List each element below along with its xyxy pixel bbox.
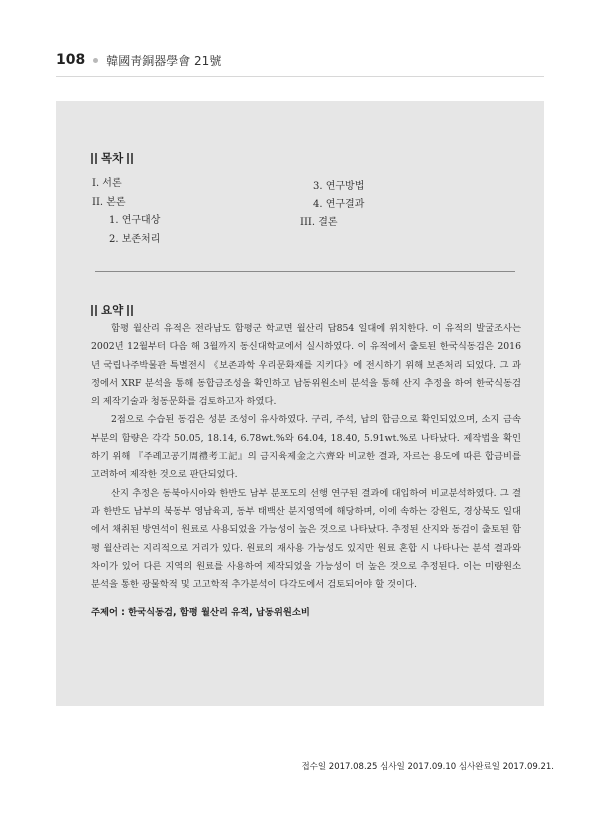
toc-item: 2. 보존처리 [109,234,161,245]
abstract-paragraph: 함평 월산리 유적은 전라남도 함평군 학교면 월산리 답854 일대에 위치한다. 이 유적의 발굴조사는 2002년 12월부터 다음 해 3월까지 동신대학교에서 실시하였다. 이 유적에서 출토된 한국식동검은 2016년 국립나주박물관 특별전시 《보존과학 우리문화재를 지키다》에 전시하기 위해 보존처리 되었다. 그 과정에서 XRF 분석을 통해 동합금조성을 확인하고 납동위원소비 분석을 통해 산지 추정을 하여 한국식동검의 제작기술과 청동문화를 검토하고자 하였다. [91,323,521,408]
heading-bar-icon [127,305,129,316]
abstract-heading [90,302,134,318]
heading-bar-icon [95,153,97,164]
heading-bar-icon [95,305,97,316]
abstract-body [91,320,521,594]
abstract-paragraph: 2점으로 수습된 동검은 성분 조성이 유사하였다. 구리, 주석, 납의 합금으로 확인되었으며, 소지 금속 부분의 함량은 각각 50.05, 18.14, 6.78wt.%와 64.04, 18.40, 5.91wt.%로 나타났다. 제작법을 확인하기 위해 『주례고공기周禮考工記』의 금지육제金之六齊와 비교한 결과, 자르는 용도에 따른 합금비를 고려하여 제작한 것으로 판단되었다. [91,414,521,481]
toc-item: 3. 연구방법 [313,181,365,192]
toc-item: I. 서론 [92,178,122,189]
page-number: 108 [56,52,86,68]
running-head [56,50,221,70]
header-rule [56,76,544,77]
heading-bar-icon [131,305,133,316]
toc-item: 4. 연구결과 [313,199,365,210]
submission-dates: 접수일 2017.08.25 심사일 2017.09.10 심사완료일 2017.09.21. [301,762,554,772]
abstract-paragraph: 산지 추정은 동북아시아와 한반도 남부 분포도의 선행 연구된 결과에 대입하여 비교분석하였다. 그 결과 한반도 남부의 북동부 영남육괴, 동부 태백산 분지영역에 해당하며, 이에 속하는 강원도, 경상북도 일대에서 채취된 방연석이 원료로 사용되었을 가능성이 높은 것으로 나타났다. 추정된 산지와 동검이 출토된 함평 월산리는 지리적으로 거리가 있다. 원료의 재사용 가능성도 있지만 원료 혼합 시 나타나는 분석 결과와 차이가 있어 다른 지역의 원료를 사용하여 제작되었을 가능성이 더 높은 것으로 추정된다. 이는 미량원소 분석을 통한 광물학적 및 고고학적 추가분석이 다각도에서 검토되어야 할 것이다. [91,487,521,591]
toc-item: 1. 연구대상 [109,215,161,226]
abstract-heading-text: 요약 [101,303,124,317]
toc-item: II. 본론 [92,197,126,208]
toc-heading-text: 목차 [101,151,124,165]
toc-item: III. 결론 [300,217,338,228]
keywords: 주제어 : 한국식동검, 함평 월산리 유적, 납동위원소비 [91,607,310,618]
heading-bar-icon [91,153,93,164]
toc-heading [90,150,134,166]
heading-bar-icon [131,153,133,164]
journal-title: 韓國靑銅器學會 21號 [106,53,222,68]
section-divider [95,271,515,272]
heading-bar-icon [127,153,129,164]
heading-bar-icon [91,305,93,316]
bullet-dot-icon [93,58,98,63]
